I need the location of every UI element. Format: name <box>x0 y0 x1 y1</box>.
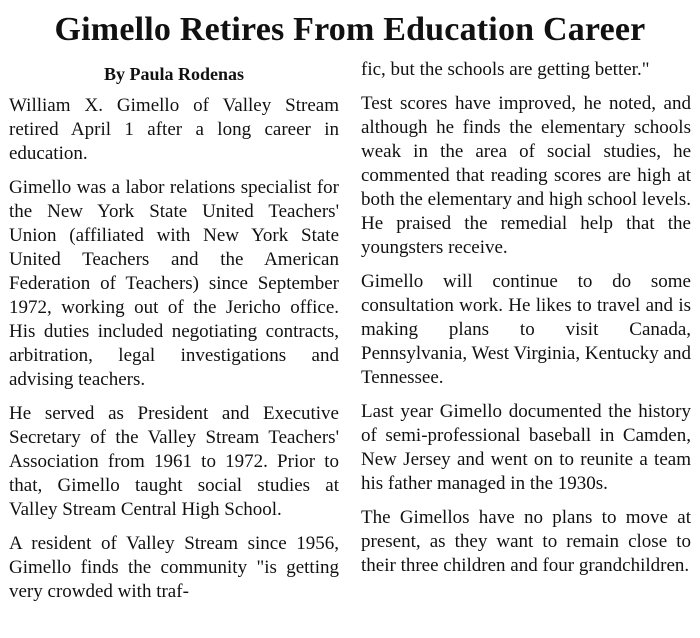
article-paragraph: A resident of Valley Stream since 1956, Gimello finds the community "is getting very crowded with traf- <box>9 533 339 602</box>
right-column <box>361 58 691 638</box>
article-paragraph: fic, but the schools are getting better." <box>361 59 650 80</box>
article-headline: Gimello Retires From Education Career <box>54 11 646 48</box>
article-byline: By Paula Rodenas <box>103 64 245 84</box>
article-paragraph: Last year Gimello documented the history of semi-professional baseball in Camden, New Jersey and went on to reunite a team his father managed in the 1930s. <box>361 401 691 494</box>
article-paragraph: The Gimellos have no plans to move at present, as they want to remain close to their three children and four grandchildren. <box>361 507 691 576</box>
article-paragraph: Gimello was a labor relations specialist for the New York State United Teachers' Union (affiliated with New York State United Teachers and the American Federation of Teachers) since September 1972, working out of the Jericho office. His duties included negotiating contracts, arbitration, legal investigations and advising teachers. <box>9 177 339 390</box>
article-paragraph: Gimello will continue to do some consultation work. He likes to travel and is making plans to visit Canada, Pennsylvania, West Virginia, Kentucky and Tennessee. <box>361 271 691 388</box>
article-paragraph: William X. Gimello of Valley Stream retired April 1 after a long career in education. <box>9 95 339 164</box>
left-column <box>9 58 339 638</box>
article-columns <box>9 58 691 638</box>
article-paragraph: He served as President and Executive Secretary of the Valley Stream Teachers' Association from 1961 to 1972. Prior to that, Gimello taught social studies at Valley Stream Central High School. <box>9 403 339 520</box>
article-paragraph: Test scores have improved, he noted, and although he finds the elementary schools weak in the area of social studies, he commented that reading scores are high at both the elementary and high school levels. He praised the remedial help that the youngsters receive. <box>361 93 691 258</box>
